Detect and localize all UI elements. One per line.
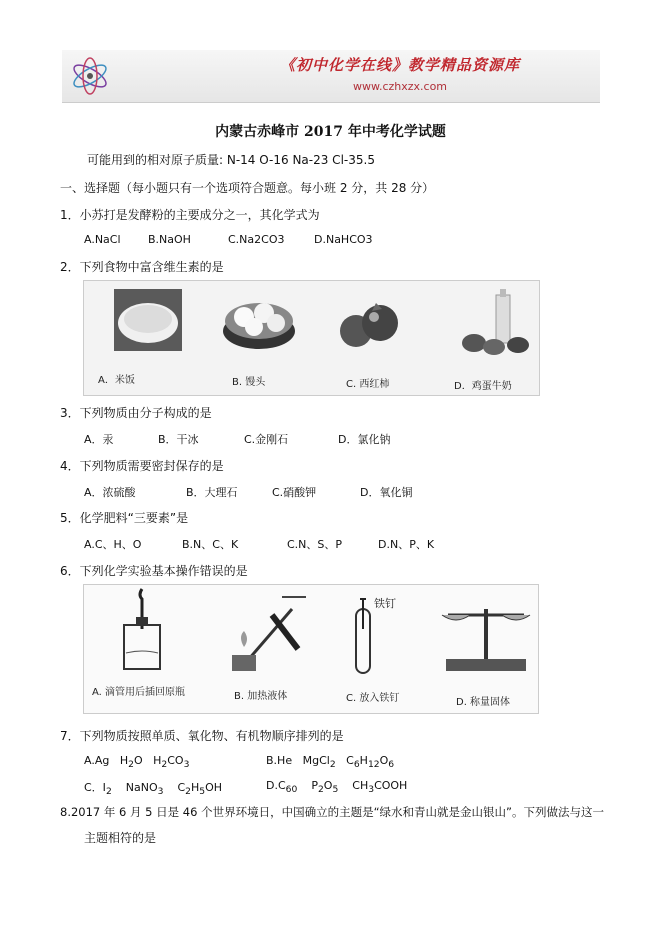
q5-option-a: A.C、H、O (84, 538, 142, 551)
q3-option-b: B．干冰 (158, 433, 199, 446)
atomic-masses: 可能用到的相对原子质量: N-14 O-16 Na-23 Cl-35.5 (87, 153, 375, 167)
q6-caption-b: B. 加热液体 (234, 691, 288, 702)
header-banner (62, 50, 600, 103)
question-2: 2．下列食物中富含维生素的是 (60, 260, 224, 274)
steamed-buns-image (220, 291, 298, 353)
q3-option-d: D．氯化钠 (338, 433, 391, 446)
question-1: 1．小苏打是发酵粉的主要成分之一，其化学式为 (60, 208, 320, 222)
nail-label: 铁钉 (374, 597, 396, 610)
q5-option-d: D.N、P、K (378, 538, 435, 551)
q5-option-c: C.N、S、P (287, 538, 343, 551)
egg-milk-image (444, 285, 536, 361)
question-5: 5．化学肥料“三要素”是 (60, 511, 189, 525)
q3-option-c: C.金刚石 (244, 433, 289, 446)
question-6: 6．下列化学实验基本操作错误的是 (60, 564, 248, 578)
tomatoes-image (336, 295, 406, 355)
q3-option-a: A．汞 (84, 433, 114, 446)
balance-scale-image (438, 589, 534, 679)
q4-option-a: A．浓硫酸 (84, 486, 136, 499)
dropper-bottle-image (114, 587, 174, 673)
lab-operations-panel (83, 584, 539, 714)
q7-option-d: $D.C_{60}$ $P_2O_5$ $CH_3COOH$ (266, 779, 408, 796)
q2-caption-b: B. 馒头 (232, 377, 266, 388)
q2-caption-a: A．米饭 (98, 375, 135, 386)
banner-title: 《初中化学在线》教学精品资源库 (279, 56, 520, 74)
q4-option-c: C.硝酸钾 (272, 486, 317, 499)
atom-logo-icon (68, 56, 112, 96)
q2-caption-c: C. 西红柿 (346, 379, 390, 390)
question-4: 4．下列物质需要密封保存的是 (60, 459, 224, 473)
q4-option-d: D．氧化铜 (360, 486, 413, 499)
question-7: 7．下列物质按照单质、氧化物、有机物顺序排列的是 (60, 729, 344, 743)
q2-caption-d: D．鸡蛋牛奶 (454, 381, 512, 392)
question-8-line-2: 主题相符的是 (84, 831, 157, 845)
q1-option-a: A.NaCl (84, 233, 121, 246)
q6-caption-c: C. 放入铁钉 (346, 693, 400, 704)
q1-option-c: C.Na2CO3 (228, 233, 285, 246)
q7-option-b: B.He MgCl$_2$ $C_6H_{12}O_6$ (266, 754, 395, 771)
q6-caption-a: A. 滴管用后插回原瓶 (92, 687, 186, 698)
q7-option-a: A.Ag $H_2O$ $H_2CO_3$ (84, 754, 190, 771)
section-heading: 一、选择题（每小题只有一个选项符合题意。每小班 2 分，共 28 分） (60, 181, 435, 195)
banner-url: www.czhxzx.com (352, 80, 448, 93)
rice-image (112, 287, 184, 353)
question-8-line-1: 8.2017 年 6 月 5 日是 46 个世界环境日，中国确立的主题是“绿水和青山就是金山银山”。下列做法与这一 (60, 805, 605, 819)
q1-option-d: D.NaHCO3 (314, 233, 373, 246)
q5-option-b: B.N、C、K (182, 538, 239, 551)
heating-liquid-image (222, 589, 312, 677)
question-3: 3．下列物质由分子构成的是 (60, 406, 212, 420)
q1-option-b: B.NaOH (148, 233, 191, 246)
q4-option-b: B．大理石 (186, 486, 238, 499)
q7-option-c: C．$I_2$ NaNO$_3$ $C_2H_5OH$ (84, 781, 223, 798)
page-title: 内蒙古赤峰市 2017 年中考化学试题 (215, 124, 446, 140)
food-images-panel (83, 280, 540, 396)
q6-caption-d: D. 称量固体 (456, 697, 511, 708)
